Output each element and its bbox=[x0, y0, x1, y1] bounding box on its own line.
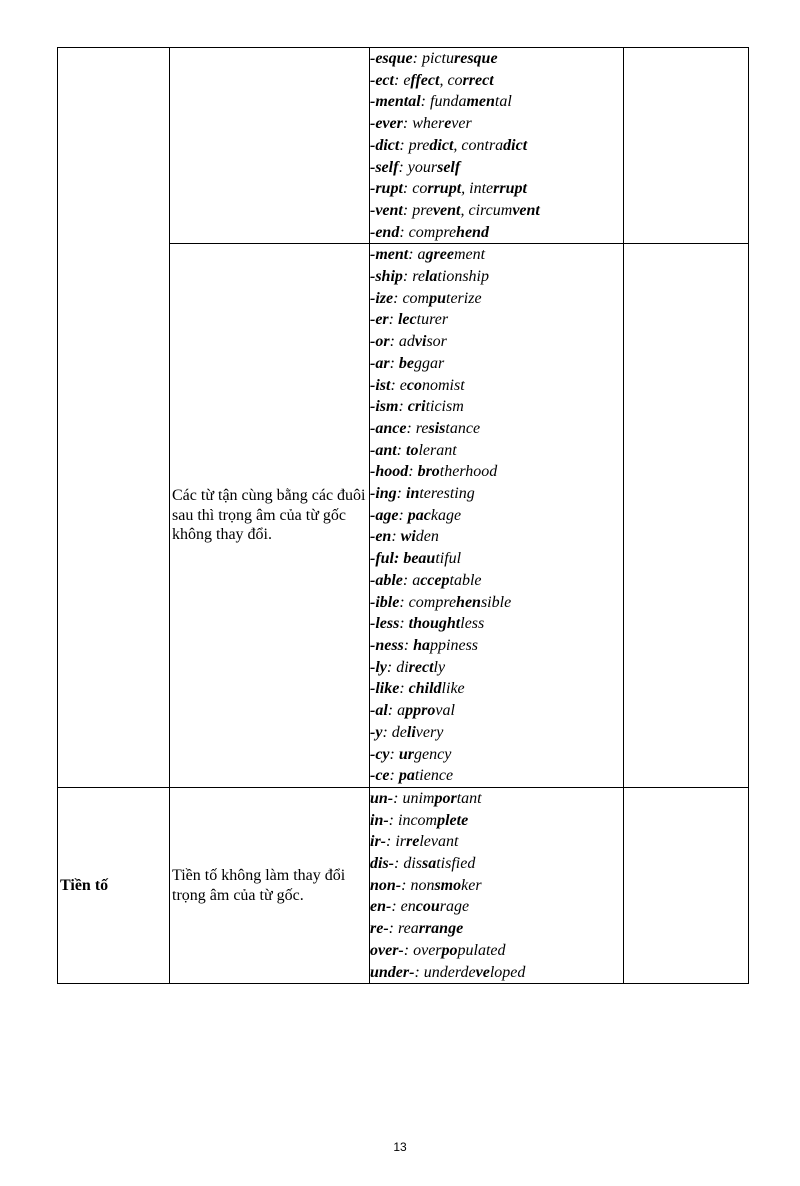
example-line: in-: incomplete bbox=[370, 811, 469, 829]
example-line: -ant: tolerant bbox=[370, 441, 457, 459]
example-line: -ance: resistance bbox=[370, 419, 481, 437]
table-row bbox=[58, 48, 749, 244]
rule-cell: Các từ tận cùng bằng các đuôi sau thì trọng âm của từ gốc không thay đổi. bbox=[170, 244, 370, 788]
notes-cell bbox=[624, 244, 749, 788]
example-line: -ship: relationship bbox=[370, 268, 489, 286]
example-line: -cy: urgency bbox=[370, 745, 452, 763]
rule-cell: Tiền tố không làm thay đổi trọng âm của từ gốc. bbox=[170, 787, 370, 983]
example-line: -esque: picturesque bbox=[370, 50, 498, 67]
example-line: -ce: patience bbox=[370, 767, 454, 785]
example-line: over-: overpopulated bbox=[370, 941, 506, 959]
examples-cell bbox=[370, 787, 624, 983]
example-line: -er: lecturer bbox=[370, 311, 449, 329]
example-line: -or: advisor bbox=[370, 333, 447, 351]
example-line: -rupt: corrupt, interrupt bbox=[370, 180, 527, 198]
example-line: -end: comprehend bbox=[370, 223, 489, 241]
page-number: 13 bbox=[393, 1140, 407, 1154]
example-line: -ness: happiness bbox=[370, 636, 479, 654]
examples-cell bbox=[370, 244, 624, 788]
example-line: dis-: dissatisfied bbox=[370, 855, 476, 873]
rule-cell bbox=[170, 48, 370, 244]
example-line: -ism: criticism bbox=[370, 398, 464, 416]
example-line: en-: encourage bbox=[370, 898, 470, 916]
example-line: -al: approval bbox=[370, 702, 455, 720]
example-line: -ment: agreement bbox=[370, 246, 486, 264]
example-line: -ar: beggar bbox=[370, 354, 445, 372]
example-line: -less: thoughtless bbox=[370, 615, 485, 633]
example-line: -ible: comprehensible bbox=[370, 593, 512, 611]
example-line: -hood: brotherhood bbox=[370, 463, 498, 481]
example-line: -ing: interesting bbox=[370, 485, 475, 503]
example-line: -ly: directly bbox=[370, 658, 446, 676]
example-line: -ever: wherever bbox=[370, 115, 472, 133]
example-line: -mental: fundamental bbox=[370, 93, 512, 111]
example-line: -ect: effect, correct bbox=[370, 71, 494, 89]
example-line: un-: unimportant bbox=[370, 789, 482, 807]
example-line: -able: acceptable bbox=[370, 571, 482, 589]
example-line: -like: childlike bbox=[370, 680, 465, 698]
example-line: -self: yourself bbox=[370, 158, 461, 176]
example-line: -ize: computerize bbox=[370, 289, 482, 307]
notes-cell bbox=[624, 787, 749, 983]
example-line: non-: nonsmoker bbox=[370, 876, 482, 894]
table-row bbox=[58, 787, 749, 983]
example-line: -y: delivery bbox=[370, 723, 444, 741]
example-line: under-: underdeveloped bbox=[370, 963, 526, 981]
example-line: re-: rearrange bbox=[370, 920, 464, 938]
example-line: ir-: irrelevant bbox=[370, 833, 459, 851]
examples-cell bbox=[370, 48, 624, 244]
example-line: -ful: beautiful bbox=[370, 550, 462, 568]
category-cell bbox=[58, 48, 170, 788]
example-line: -age: package bbox=[370, 506, 462, 524]
example-line: -en: widen bbox=[370, 528, 439, 546]
example-line: -ist: economist bbox=[370, 376, 465, 394]
example-line: -dict: predict, contradict bbox=[370, 136, 528, 154]
example-line: -vent: prevent, circumvent bbox=[370, 201, 540, 219]
category-cell: Tiền tố bbox=[58, 787, 170, 983]
stress-rules-table bbox=[57, 47, 749, 984]
notes-cell bbox=[624, 48, 749, 244]
